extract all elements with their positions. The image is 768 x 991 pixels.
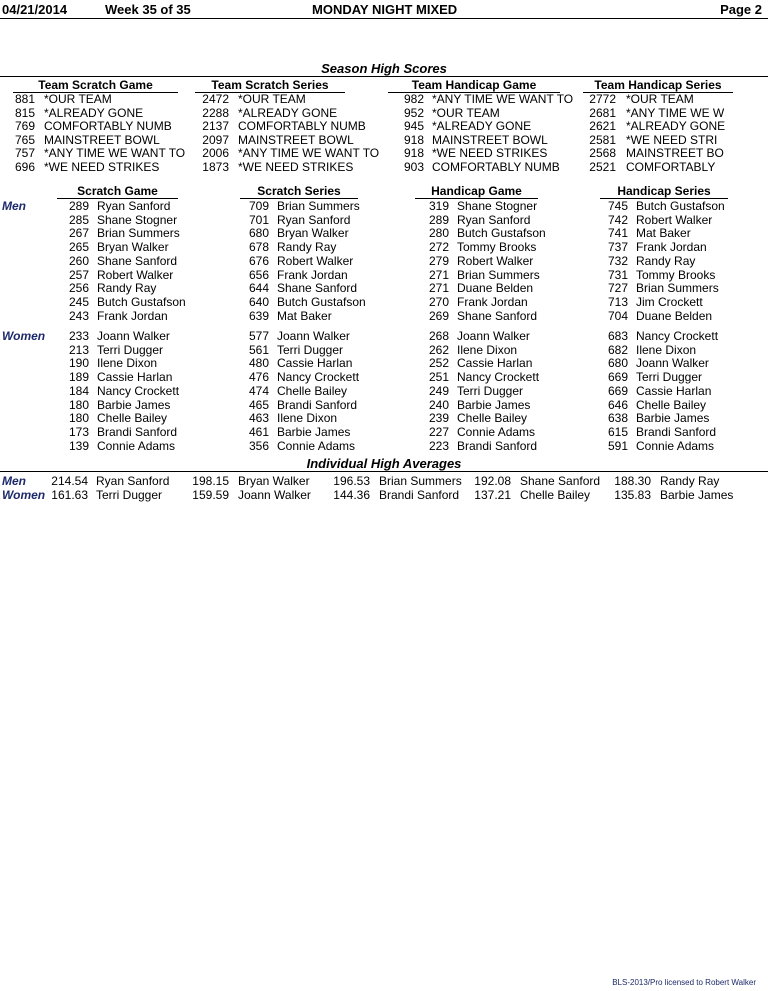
team-name: *ANY TIME WE WANT TO [238,146,380,160]
individual-score: 289 [68,199,89,213]
individual-score: 644 [248,281,269,296]
team-score: 765 [14,132,35,147]
bowler-name: Ryan Sanford [97,199,171,213]
average-value: 188.30 [614,474,651,488]
bowler-name: Brian Summers [97,226,180,241]
team-name: *ANY TIME WE WANT TO [44,146,186,160]
team-score: 696 [14,159,35,174]
individual-score: 239 [428,411,449,426]
bowler-name: Terri Dugger [457,383,524,398]
season-high-rule [0,76,768,77]
individual-score: 223 [428,438,449,453]
team-name: *ALREADY GONE [626,119,726,133]
averages-women-label: Women [2,488,46,502]
individual-score: 713 [607,294,628,309]
individual-score: 180 [68,397,89,412]
report-date: 04/21/2014 [2,2,68,17]
individual-score: 461 [248,424,269,439]
averages-title: Individual High Averages [306,456,462,471]
individual-score: 271 [428,281,449,296]
team-column-heading: Team Handicap Series [583,78,733,93]
bowler-name: Robert Walker [277,253,354,268]
individual-score: 233 [68,329,89,343]
bowler-name: Barbie James [97,397,171,412]
men-label: Men [2,199,26,213]
bowler-name: Frank Jordan [97,308,168,323]
average-value: 137.21 [474,488,511,502]
individual-score: 646 [607,397,628,412]
individual-score: 256 [68,281,89,296]
bowler-name: Joann Walker [636,356,709,371]
individual-score: 270 [428,294,449,309]
individual-score: 669 [607,383,628,398]
individual-score: 180 [68,411,89,426]
bowler-name: Barbie James [277,424,351,439]
team-score: 918 [403,132,424,147]
team-name: *ALREADY GONE [44,105,144,120]
bowler-name: Duane Belden [636,308,713,323]
header-rule [0,18,768,19]
team-score: 757 [14,146,35,160]
team-score: 945 [403,119,424,133]
individual-score: 745 [607,199,628,213]
bowler-name: Connie Adams [457,424,536,439]
bowler-name: Ilene Dixon [277,411,338,426]
averages-men-label: Men [2,474,26,488]
page-number: Page 2 [720,2,762,17]
average-value: 161.63 [51,488,88,502]
individual-score: 240 [428,397,449,412]
team-score: 2621 [589,119,616,133]
bowler-name: Robert Walker [457,253,534,268]
team-name: *OUR TEAM [44,92,112,106]
team-name: *OUR TEAM [238,92,306,106]
individual-score: 639 [248,308,269,323]
bowler-name: Connie Adams [636,438,715,453]
bowler-name: Chelle Bailey [457,411,528,426]
bowler-name: Robert Walker [97,267,174,282]
individual-score: 701 [248,212,269,227]
bowler-name: Ilene Dixon [457,342,518,357]
individual-score: 265 [68,240,89,255]
average-bowler-name: Barbie James [660,488,734,502]
individual-score: 271 [428,267,449,282]
bowler-name: Joann Walker [97,329,170,343]
average-value: 159.59 [192,488,229,502]
bowler-name: Terri Dugger [636,370,703,385]
team-name: COMFORTABLY NUMB [44,119,172,133]
individual-score: 262 [428,342,449,357]
league-name: MONDAY NIGHT MIXED [312,2,458,17]
individual-score: 463 [248,411,269,426]
bowler-name: Tommy Brooks [457,240,537,255]
team-name: MAINSTREET BOWL [238,132,354,147]
team-name: MAINSTREET BOWL [432,132,548,147]
team-score: 769 [14,119,35,133]
individual-score: 252 [428,356,449,371]
bowler-name: Cassie Harlan [636,383,712,398]
bowler-name: Brian Summers [277,199,360,213]
bowler-name: Barbie James [636,411,710,426]
individual-score: 280 [428,226,449,241]
bowler-name: Ilene Dixon [636,342,697,357]
individual-score: 656 [248,267,269,282]
bowler-name: Mat Baker [636,226,691,241]
average-bowler-name: Bryan Walker [238,474,310,488]
team-name: MAINSTREET BO [626,146,724,160]
individual-score: 737 [607,240,628,255]
bowler-name: Randy Ray [277,240,337,255]
bowler-name: Randy Ray [97,281,157,296]
bowler-name: Nancy Crockett [277,370,360,385]
individual-score: 267 [68,226,89,241]
bowler-name: Butch Gustafson [457,226,546,241]
individual-score: 680 [607,356,628,371]
bowler-name: Jim Crockett [636,294,703,309]
team-name: COMFORTABLY NUMB [238,119,366,133]
team-score: 881 [14,92,35,106]
individual-score: 615 [607,424,628,439]
bowler-name: Cassie Harlan [97,370,173,385]
individual-score: 480 [248,356,269,371]
average-value: 196.53 [333,474,370,488]
average-bowler-name: Joann Walker [238,488,311,502]
average-bowler-name: Shane Sanford [520,474,601,488]
individual-column-heading: Scratch Game [57,184,178,199]
average-bowler-name: Brian Summers [379,474,462,488]
individual-score: 269 [428,308,449,323]
bowler-name: Terri Dugger [277,342,344,357]
individual-score: 251 [428,370,449,385]
average-bowler-name: Ryan Sanford [96,474,170,488]
season-high-title: Season High Scores [321,61,447,76]
individual-score: 678 [248,240,269,255]
individual-score: 356 [248,438,269,453]
individual-score: 727 [607,281,628,296]
team-name: *WE NEED STRIKES [44,159,160,174]
bowler-name: Ryan Sanford [277,212,351,227]
team-score: 2772 [589,92,616,106]
individual-column-heading: Scratch Series [240,184,358,199]
team-score: 2568 [589,146,616,160]
bowler-name: Nancy Crockett [457,370,540,385]
individual-score: 260 [68,253,89,268]
average-value: 192.08 [474,474,511,488]
individual-score: 591 [607,438,628,453]
average-value: 214.54 [51,474,88,488]
team-score: 2472 [202,92,229,106]
team-score: 1873 [202,159,229,174]
bowler-name: Randy Ray [636,253,696,268]
team-score: 2581 [589,132,616,147]
bowler-name: Brandi Sanford [636,424,717,439]
bowler-name: Cassie Harlan [457,356,533,371]
women-label: Women [2,329,46,343]
bowler-name: Barbie James [457,397,531,412]
bowler-name: Chelle Bailey [277,383,348,398]
team-column-heading: Team Handicap Game [388,78,560,93]
team-score: 982 [403,92,424,106]
team-name: *WE NEED STRI [626,132,718,147]
bowler-name: Butch Gustafson [277,294,366,309]
individual-score: 676 [248,253,269,268]
individual-score: 249 [428,383,449,398]
team-name: *WE NEED STRIKES [238,159,354,174]
average-value: 135.83 [614,488,651,502]
average-value: 198.15 [192,474,229,488]
bowler-name: Shane Sanford [277,281,358,296]
team-name: COMFORTABLY [626,159,716,174]
individual-score: 285 [68,212,89,227]
team-name: *WE NEED STRIKES [432,146,548,160]
bowler-name: Brian Summers [457,267,540,282]
individual-score: 245 [68,294,89,309]
team-score: 903 [403,159,424,174]
team-score: 2097 [202,132,229,147]
individual-score: 732 [607,253,628,268]
individual-score: 640 [248,294,269,309]
bowler-name: Butch Gustafson [636,199,725,213]
bowler-name: Ilene Dixon [97,356,158,371]
bowler-name: Ryan Sanford [457,212,531,227]
bowler-name: Frank Jordan [636,240,707,255]
team-name: *OUR TEAM [432,105,500,120]
average-bowler-name: Terri Dugger [96,488,163,502]
individual-score: 682 [607,342,628,357]
bowler-name: Chelle Bailey [97,411,168,426]
team-name: *OUR TEAM [626,92,694,106]
individual-score: 227 [428,424,449,439]
individual-score: 289 [428,212,449,227]
team-name: *ALREADY GONE [238,105,338,120]
individual-score: 683 [607,329,628,343]
bowler-name: Joann Walker [277,329,350,343]
individual-score: 213 [68,342,89,357]
week-label: Week 35 of 35 [105,2,191,17]
individual-score: 561 [248,342,269,357]
team-name: COMFORTABLY NUMB [432,159,560,174]
individual-score: 279 [428,253,449,268]
individual-score: 669 [607,370,628,385]
team-score: 815 [14,105,35,120]
individual-score: 184 [68,383,89,398]
individual-score: 474 [248,383,269,398]
individual-score: 268 [428,329,449,343]
bowler-name: Shane Stogner [97,212,178,227]
individual-score: 190 [68,356,89,371]
bowler-name: Brian Summers [636,281,719,296]
bowler-name: Nancy Crockett [636,329,719,343]
individual-score: 476 [248,370,269,385]
average-bowler-name: Chelle Bailey [520,488,591,502]
average-bowler-name: Brandi Sanford [379,488,460,502]
individual-score: 731 [607,267,628,282]
team-name: MAINSTREET BOWL [44,132,160,147]
bowler-name: Shane Sanford [457,308,538,323]
team-name: *ALREADY GONE [432,119,532,133]
individual-score: 272 [428,240,449,255]
team-score: 2006 [202,146,229,160]
individual-score: 139 [68,438,89,453]
team-column-heading: Team Scratch Series [195,78,345,93]
bowler-name: Frank Jordan [457,294,528,309]
bowler-name: Chelle Bailey [636,397,707,412]
bowler-name: Terri Dugger [97,342,164,357]
individual-score: 741 [607,226,628,241]
bowler-name: Bryan Walker [277,226,349,241]
individual-score: 680 [248,226,269,241]
bowler-name: Joann Walker [457,329,530,343]
bowler-name: Brandi Sanford [457,438,538,453]
bowler-name: Nancy Crockett [97,383,180,398]
individual-column-heading: Handicap Series [600,184,728,199]
bowler-name: Brandi Sanford [277,397,358,412]
bowler-name: Cassie Harlan [277,356,353,371]
team-score: 2681 [589,105,616,120]
individual-score: 189 [68,370,89,385]
bowler-name: Frank Jordan [277,267,348,282]
individual-score: 257 [68,267,89,282]
individual-score: 709 [248,199,269,213]
bowler-name: Robert Walker [636,212,713,227]
individual-score: 704 [607,308,628,323]
license-footer: BLS-2013/Pro licensed to Robert Walker [612,978,756,987]
individual-score: 742 [607,212,628,227]
individual-score: 173 [68,424,89,439]
individual-score: 577 [248,329,269,343]
team-score: 2137 [202,119,229,133]
team-column-heading: Team Scratch Game [13,78,178,93]
bowler-name: Connie Adams [277,438,356,453]
bowler-name: Shane Sanford [97,253,178,268]
team-score: 2288 [202,105,229,120]
individual-score: 465 [248,397,269,412]
team-score: 918 [403,146,424,160]
bowler-name: Brandi Sanford [97,424,178,439]
individual-score: 243 [68,308,89,323]
bowler-name: Tommy Brooks [636,267,716,282]
bowler-name: Shane Stogner [457,199,538,213]
bowler-name: Duane Belden [457,281,534,296]
averages-rule [0,471,768,472]
team-name: *ANY TIME WE WANT TO [432,92,574,106]
bowler-name: Mat Baker [277,308,332,323]
average-bowler-name: Randy Ray [660,474,720,488]
average-value: 144.36 [333,488,370,502]
individual-score: 319 [428,199,449,213]
bowler-name: Connie Adams [97,438,176,453]
bowler-name: Butch Gustafson [97,294,186,309]
individual-column-heading: Handicap Game [415,184,538,199]
team-score: 2521 [589,159,616,174]
individual-score: 638 [607,411,628,426]
team-name: *ANY TIME WE W [626,105,725,120]
team-score: 952 [403,105,424,120]
bowler-name: Bryan Walker [97,240,169,255]
